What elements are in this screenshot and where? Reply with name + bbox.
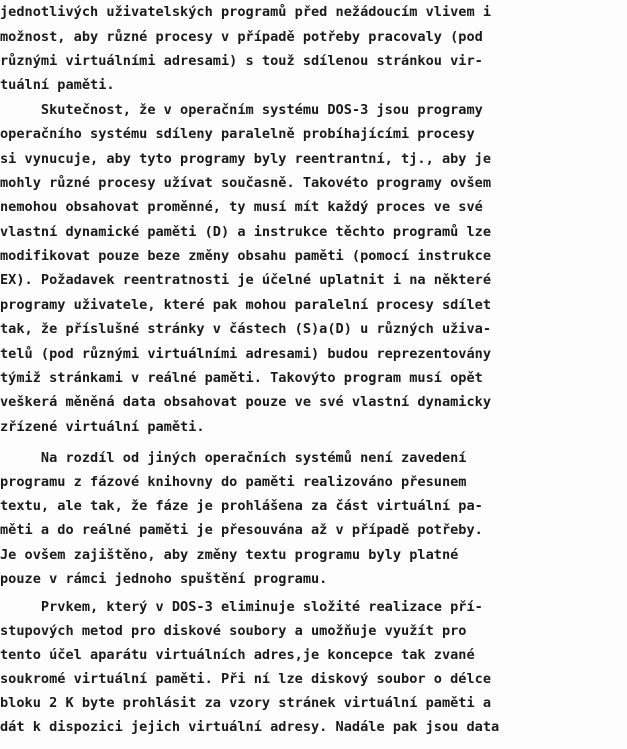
text-line: pouze v rámci jednoho spuštění programu. — [0, 571, 328, 587]
text-line: programu z fázové knihovny do paměti realizováno přesunem — [0, 474, 467, 490]
text-line: programy uživatele, které pak mohou paralelní procesy sdílet — [0, 297, 492, 313]
text-line: měti a do reálné paměti je přesouvána až v případě potřeby. — [0, 522, 483, 538]
text-line: vlastní dynamické paměti (D) a instrukce těchto programů lze — [0, 224, 492, 240]
text-line: možnost, aby různé procesy v případě potřeby pracovaly (pod — [0, 29, 483, 45]
text-line: zřízené virtuální paměti. — [0, 419, 205, 435]
text-line: modifikovat pouze beze změny obsahu paměti (pomocí instrukce — [0, 248, 492, 264]
text-line: Prvkem, který v DOS-3 eliminuje složité realizace pří- — [0, 599, 483, 615]
text-line: telů (pod různými virtuálními adresami) budou reprezentovány — [0, 346, 492, 362]
text-line: mohly různé procesy užívat současně. Takovéto programy ovšem — [0, 175, 492, 191]
text-line: EX). Požadavek reentratnosti je účelné uplatnit i na některé — [0, 272, 492, 288]
text-line: stupových metod pro diskové soubory a umožňuje využít pro — [0, 623, 467, 639]
text-line: tento účel aparátu virtuálních adres,je koncepce tak zvané — [0, 647, 475, 663]
text-line: soukromé virtuální paměti. Při ní lze diskový soubor o délce — [0, 671, 492, 687]
text-line: Skutečnost, že v operačním systému DOS-3 jsou programy — [0, 102, 483, 118]
text-line: bloku 2 K byte prohlásit za vzory stránek virtuální paměti a — [0, 695, 492, 711]
text-line: Na rozdíl od jiných operačních systémů není zavedení — [0, 450, 467, 466]
text-line: Je ovšem zajištěno, aby změny textu programu byly platné — [0, 547, 459, 563]
text-line: tak, že příslušné stránky v částech (S)a(D) u různých uživa- — [0, 321, 492, 337]
text-line: operačního systému sdíleny paralelně probíhajícími procesy — [0, 126, 475, 142]
text-line: textu, ale tak, že fáze je prohlášena za část virtuální pa- — [0, 498, 483, 514]
text-line: různými virtuálními adresami) s touž sdílenou stránkou vir- — [0, 53, 483, 69]
text-line: dát k dispozici jejich virtuální adresy. Nadále pak jsou data — [0, 719, 500, 735]
text-line: týmiž stránkami v reálné paměti. Takovýto program musí opět — [0, 370, 483, 386]
text-line: jednotlivých uživatelských programů před nežádoucím vlivem i — [0, 4, 492, 20]
text-line: tuální paměti. — [0, 77, 115, 93]
text-line: nemohou obsahovat proměnné, ty musí mít každý proces ve své — [0, 199, 483, 215]
text-line: si vynucuje, aby tyto programy byly reentrantní, tj., aby je — [0, 151, 492, 167]
text-line: veškerá měněná data obsahovat pouze ve své vlastní dynamicky — [0, 394, 492, 410]
